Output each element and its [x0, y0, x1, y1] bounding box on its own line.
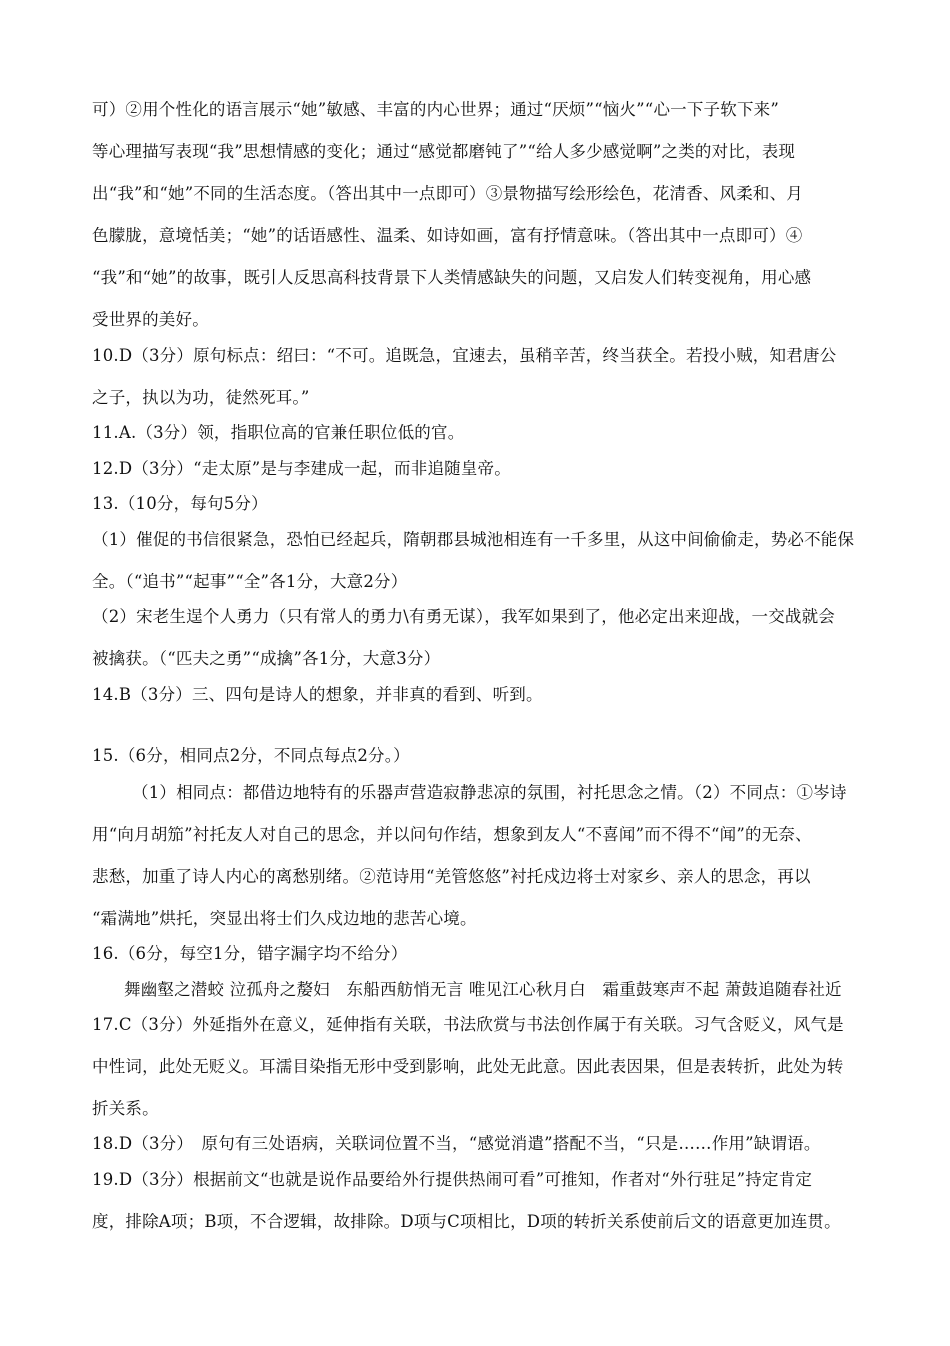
text-line: （1）催促的书信很紧急，恐怕已经起兵，隋朝郡县城池相连有一千多里，从这中间偷偷走，势必不能保 [92, 530, 855, 549]
text-line: 悲愁，加重了诗人内心的离愁别绪。②范诗用“羌管悠悠”衬托戍边将士对家乡、亲人的思念，再以 [92, 867, 811, 886]
answer-19: 19.D（3分）根据前文“也就是说作品要给外行提供热闹可看”可推知，作者对“外行驻足”持定肯定 [92, 1170, 813, 1189]
text-line: 出“我”和“她”不同的生活态度。（答出其中一点即可）③景物描写绘形绘色，花清香、风柔和、月 [92, 184, 803, 203]
answer-17: 17.C（3分）外延指外在意义，延伸指有关联，书法欣赏与书法创作属于有关联。习气含贬义，风气是 [92, 1015, 844, 1034]
text-line: 色朦胧，意境恬美；“她”的话语感性、温柔、如诗如画，富有抒情意味。（答出其中一点即可）④ [92, 226, 803, 245]
answer-10: 10.D（3分）原句标点：绍曰：“不可。追既急，宜速去，虽稍辛苦，终当获全。若投小贼，知君唐公 [92, 346, 837, 365]
answer-13-heading: 13.（10分，每句5分） [92, 494, 268, 513]
text-line: 折关系。 [92, 1099, 159, 1118]
answer-14: 14.B（3分）三、四句是诗人的想象，并非真的看到、听到。 [92, 685, 543, 704]
text-line: 中性词，此处无贬义。耳濡目染指无形中受到影响，此处无此意。因此表因果，但是表转折，此处为转 [92, 1057, 844, 1076]
text-line: 被擒获。（“匹夫之勇”“成擒”各1分，大意3分） [92, 649, 441, 668]
text-line: “我”和“她”的故事，既引人反思高科技背景下人类情感缺失的问题，又启发人们转变视角，用心感 [92, 268, 812, 287]
answer-12: 12.D（3分）“走太原”是与李建成一起，而非追随皇帝。 [92, 459, 511, 478]
text-line: 受世界的美好。 [92, 310, 209, 329]
text-line: （2）宋老生逞个人勇力（只有常人的勇力\有勇无谋），我军如果到了，他必定出来迎战，一交战就会 [92, 607, 836, 626]
text-line: 度，排除A项；B项，不合逻辑，故排除。D项与C项相比，D项的转折关系使前后文的语意更加连贯。 [92, 1212, 841, 1231]
text-line: 等心理描写表现“我”思想情感的变化；通过“感觉都磨钝了”“给人多少感觉啊”之类的对比，表现 [92, 142, 796, 161]
text-line: 舞幽壑之潜蛟 泣孤舟之嫠妇 东船西舫悄无言 唯见江心秋月白 霜重鼓寒声不起 萧鼓追随春社近 [124, 980, 842, 999]
text-line: （1）相同点：都借边地特有的乐器声营造寂静悲凉的氛围，衬托思念之情。（2）不同点：①岑诗 [132, 783, 847, 802]
text-line: “霜满地”烘托，突显出将士们久戍边地的悲苦心境。 [92, 909, 477, 928]
answer-16-heading: 16.（6分，每空1分，错字漏字均不给分） [92, 944, 408, 963]
answer-15-heading: 15.（6分，相同点2分，不同点每点2分。） [92, 746, 410, 765]
answer-18: 18.D（3分） 原句有三处语病，关联词位置不当，“感觉消遣”搭配不当，“只是……作用”缺谓语。 [92, 1134, 821, 1153]
text-line: 可）②用个性化的语言展示“她”敏感、丰富的内心世界；通过“厌烦”“恼火”“心一下子软下来” [92, 100, 779, 119]
text-line: 全。（“追书”“起事”“全”各1分，大意2分） [92, 572, 408, 591]
text-line: 用“向月胡笳”衬托友人对自己的思念，并以问句作结，想象到友人“不喜闻”而不得不“闻”的无奈、 [92, 825, 812, 844]
text-line: 之子，执以为功，徒然死耳。” [92, 388, 310, 407]
answer-11: 11.A.（3分）领，指职位高的官兼任职位低的官。 [92, 423, 465, 442]
